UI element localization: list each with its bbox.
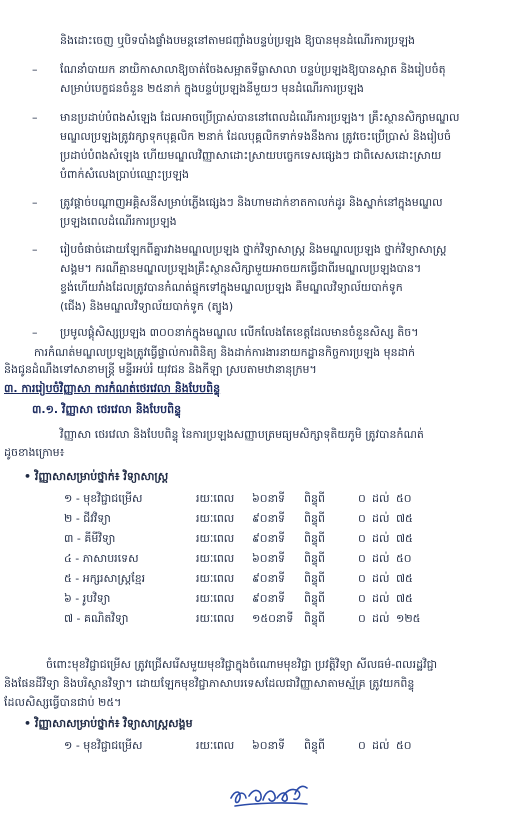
subject-name: ៧ - គណិតវិទ្យា bbox=[64, 612, 129, 625]
intro-line: ប្រឡងពេលដំណើរការប្រឡង bbox=[60, 215, 177, 228]
subject-name: ៥ - អក្សរសាស្ត្រខ្មែរ bbox=[64, 572, 146, 585]
duration-label: រយៈពេល bbox=[196, 572, 235, 585]
subject-name: ៦ - រូបវិទ្យា bbox=[64, 592, 111, 605]
paragraph-line: ចំពោះមុខវិជ្ជាជម្រើស ត្រូវជ្រើសរើសមួយមុខវិជ្ជាក្នុងចំណោមមុខវិជ្ជា ប្រវត្តិវិទ្យា សីលធម៌-ពលរដ្ឋវិជ្ជា bbox=[46, 658, 438, 671]
score-label: ពិន្ទុពី bbox=[304, 512, 325, 525]
score-to-label: ដល់ bbox=[372, 612, 390, 625]
paragraph-line: ដែលសិស្សធ្វើបានជាប់ ២៥។ bbox=[4, 696, 122, 709]
duration-value: ១៥០នាទី bbox=[252, 612, 294, 625]
duration-label: រយៈពេល bbox=[196, 552, 235, 565]
score-label: ពិន្ទុពី bbox=[304, 552, 325, 565]
duration-value: ៩០នាទី bbox=[252, 572, 286, 585]
intro-line: និងជូនដំណឹងទៅសាខាមន្ត្រី មន្ទីរអប់រំ យុវជន និងកីឡា ស្របតាមឋានានុក្រម។ bbox=[4, 363, 317, 376]
score-min: ០ bbox=[358, 492, 366, 505]
intro-line: រៀបចំផាច់ដោយឡែកពីគ្នារវាងមណ្ឌលប្រឡង ថ្នាក់វិទ្យាសាស្ត្រ និងមណ្ឌលប្រឡង ថ្នាក់វិទ្យាសាស្ត្រ bbox=[60, 243, 447, 256]
subsection-heading: ៣.១. វិញ្ញាសា ថេរវេលា និងបែបពិន្ទុ bbox=[32, 403, 182, 416]
duration-label: រយៈពេល bbox=[196, 592, 235, 605]
list-dash: – bbox=[32, 326, 38, 339]
score-max: ៧៥ bbox=[396, 592, 413, 605]
intro-line: ណែនាំបាយក នាយិកាសាលាឱ្យចាត់ចែងសម្អាតទីធ្លាសាលា បន្ទប់ប្រឡងឱ្យបានស្អាត និងរៀបចំតុ bbox=[60, 63, 446, 76]
score-max: ៧៥ bbox=[396, 512, 413, 525]
handwritten-signature bbox=[225, 778, 315, 812]
intro-line: (ជើង) និងមណ្ឌលវិទ្យាល័យបាក់ទូក (ត្បូង) bbox=[60, 300, 234, 313]
score-min: ០ bbox=[358, 512, 366, 525]
score-to-label: ដល់ bbox=[372, 532, 390, 545]
duration-label: រយៈពេល bbox=[196, 739, 235, 752]
subject-name: ២ - ជីវវិទ្យា bbox=[64, 512, 111, 525]
duration-value: ៩០នាទី bbox=[252, 512, 286, 525]
score-max: ៧៥ bbox=[396, 572, 413, 585]
score-max: ៧៥ bbox=[396, 532, 413, 545]
duration-value: ៦០នាទី bbox=[252, 492, 286, 505]
intro-line: និងដោះចេញ ឬបិទបាំងផ្ទាំងបមន្តនៅតាមជញ្ជាំងបន្ទប់ប្រឡង ឱ្យបានមុនដំណើរការប្រឡង bbox=[60, 34, 415, 47]
score-max: ៥០ bbox=[396, 492, 412, 505]
duration-value: ៦០នាទី bbox=[252, 552, 286, 565]
score-min: ០ bbox=[358, 572, 366, 585]
list-dash: – bbox=[32, 196, 38, 209]
score-label: ពិន្ទុពី bbox=[304, 532, 325, 545]
score-max: ៥០ bbox=[396, 552, 412, 565]
list-dash: – bbox=[32, 243, 38, 256]
subject-name: ១ - មុខវិជ្ជាជម្រើស bbox=[64, 739, 143, 752]
subject-name: ៤ - ភាសាបរទេស bbox=[64, 552, 139, 565]
list-dash: – bbox=[32, 111, 38, 124]
paragraph-line: ដូចខាងក្រោម៖ bbox=[4, 446, 65, 459]
intro-line: ការកំណត់មណ្ឌលប្រឡងត្រូវធ្វើផ្ទាល់ការពិនិត្យ និងដាក់ការងារនាយកដ្ឋានកិច្ចការប្រឡង មុនដាក់ bbox=[34, 346, 416, 359]
score-label: ពិន្ទុពី bbox=[304, 572, 325, 585]
section-heading: ៣. ការរៀបចំវិញ្ញាសា ការកំណត់ថេរវេលា និងបែបពិន្ទុ bbox=[4, 382, 221, 395]
list-dash: – bbox=[32, 63, 38, 76]
score-min: ០ bbox=[358, 739, 366, 752]
score-min: ០ bbox=[358, 552, 366, 565]
intro-line: ប្រដាប់បំពងសំឡេង ហើយមណ្ឌលវិញ្ញាសាដោះស្រាយបច្ចេកទេសផ្សេងៗ ជាពិសេសដោះស្រាយ bbox=[60, 149, 442, 162]
intro-line: ប្រមូលផ្តុំសិស្សប្រឡង ៣០០នាក់ក្នុងមណ្ឌល លើកលែងតែខេត្តដែលមានចំនួនសិស្ស តិច។ bbox=[60, 326, 419, 339]
score-label: ពិន្ទុពី bbox=[304, 612, 325, 625]
duration-value: ៩០នាទី bbox=[252, 592, 286, 605]
score-to-label: ដល់ bbox=[372, 552, 390, 565]
score-to-label: ដល់ bbox=[372, 492, 390, 505]
science-stream-heading: • វិញ្ញាសាសម្រាប់ថ្នាក់៖ វិទ្យាសាស្ត្រ bbox=[24, 470, 169, 483]
score-label: ពិន្ទុពី bbox=[304, 492, 325, 505]
score-label: ពិន្ទុពី bbox=[304, 592, 325, 605]
intro-line: បំពាក់សំលេងប្រាប់ឈ្មោះប្រឡង bbox=[60, 168, 190, 181]
score-to-label: ដល់ bbox=[372, 739, 390, 752]
duration-label: រយៈពេល bbox=[196, 512, 235, 525]
subject-name: ១ - មុខវិជ្ជាជម្រើស bbox=[64, 492, 143, 505]
score-min: ០ bbox=[358, 532, 366, 545]
score-min: ០ bbox=[358, 592, 366, 605]
score-to-label: ដល់ bbox=[372, 572, 390, 585]
duration-label: រយៈពេល bbox=[196, 492, 235, 505]
duration-value: ៦០នាទី bbox=[252, 739, 286, 752]
intro-line: សម្រាប់បេក្ខជនចំនួន ២៥នាក់ ក្នុងបន្ទប់ប្រឡងនីមួយៗ មុនដំណើរការប្រឡង bbox=[60, 82, 364, 95]
duration-label: រយៈពេល bbox=[196, 532, 235, 545]
paragraph-line: វិញ្ញាសា ថេរវេលា និងបែបពិន្ទុ នៃការប្រឡងសញ្ញាបត្រមធ្យមសិក្សាទុតិយភូមិ ត្រូវបានកំណត់ bbox=[60, 428, 424, 441]
intro-line: សង្គម។ ករណីគ្មានមណ្ឌលប្រឡងគ្រឹះស្ថានសិក្សាមួយអាចយកធ្វើជាពីរមណ្ឌលប្រឡងបាន។ bbox=[60, 262, 422, 275]
intro-line: មានប្រដាប់បំពងសំឡេង ដែលអាចប្រើប្រាស់បាននៅពេលដំណើរការប្រឡង។ គ្រឹះស្ថានសិក្សាមណ្ឌល bbox=[60, 111, 460, 124]
intro-line: ខ្ទង់ហើយរាំងដែលត្រូវបានកំណត់ផ្ទុកទៅក្នុងមណ្ឌលប្រឡង គឺមណ្ឌលវិទ្យាល័យបាក់ទូក bbox=[60, 281, 403, 294]
score-to-label: ដល់ bbox=[372, 512, 390, 525]
intro-line: មណ្ឌលប្រឡងត្រូវរក្សាទុកបុគ្គលិក ២នាក់ ដែលបុគ្គលិកទាក់ទងនឹងការ ត្រូវចេះប្រើប្រាស់ និងរៀបចំ bbox=[60, 130, 451, 143]
score-max: ៥០ bbox=[396, 739, 412, 752]
score-max: ១២៥ bbox=[396, 612, 421, 625]
score-min: ០ bbox=[358, 612, 366, 625]
intro-line: ត្រូវផ្តាច់បណ្តាញអគ្គិសនីសម្រាប់ភ្លើងផ្សេងៗ និងហាមដាក់ខាតកាលក់ដូរ និងស្នាក់នៅក្នុងមណ្ឌល bbox=[60, 196, 443, 209]
score-label: ពិន្ទុពី bbox=[304, 739, 325, 752]
social-stream-heading: • វិញ្ញាសាសម្រាប់ថ្នាក់៖ វិទ្យាសាស្ត្រសង្គម bbox=[24, 717, 193, 730]
duration-label: រយៈពេល bbox=[196, 612, 235, 625]
score-to-label: ដល់ bbox=[372, 592, 390, 605]
subject-name: ៣ - គីមីវិទ្យា bbox=[64, 532, 116, 545]
duration-value: ៩០នាទី bbox=[252, 532, 286, 545]
paragraph-line: និងផែនដីវិទ្យា និងបរិស្ថានវិទ្យា។ ដោយឡែកមុខវិជ្ជាភាសាបរទេសដែលជាវិញ្ញាសាតាមស្ម័គ្រ ត្រូវយកពិន្ទុ bbox=[4, 677, 415, 690]
